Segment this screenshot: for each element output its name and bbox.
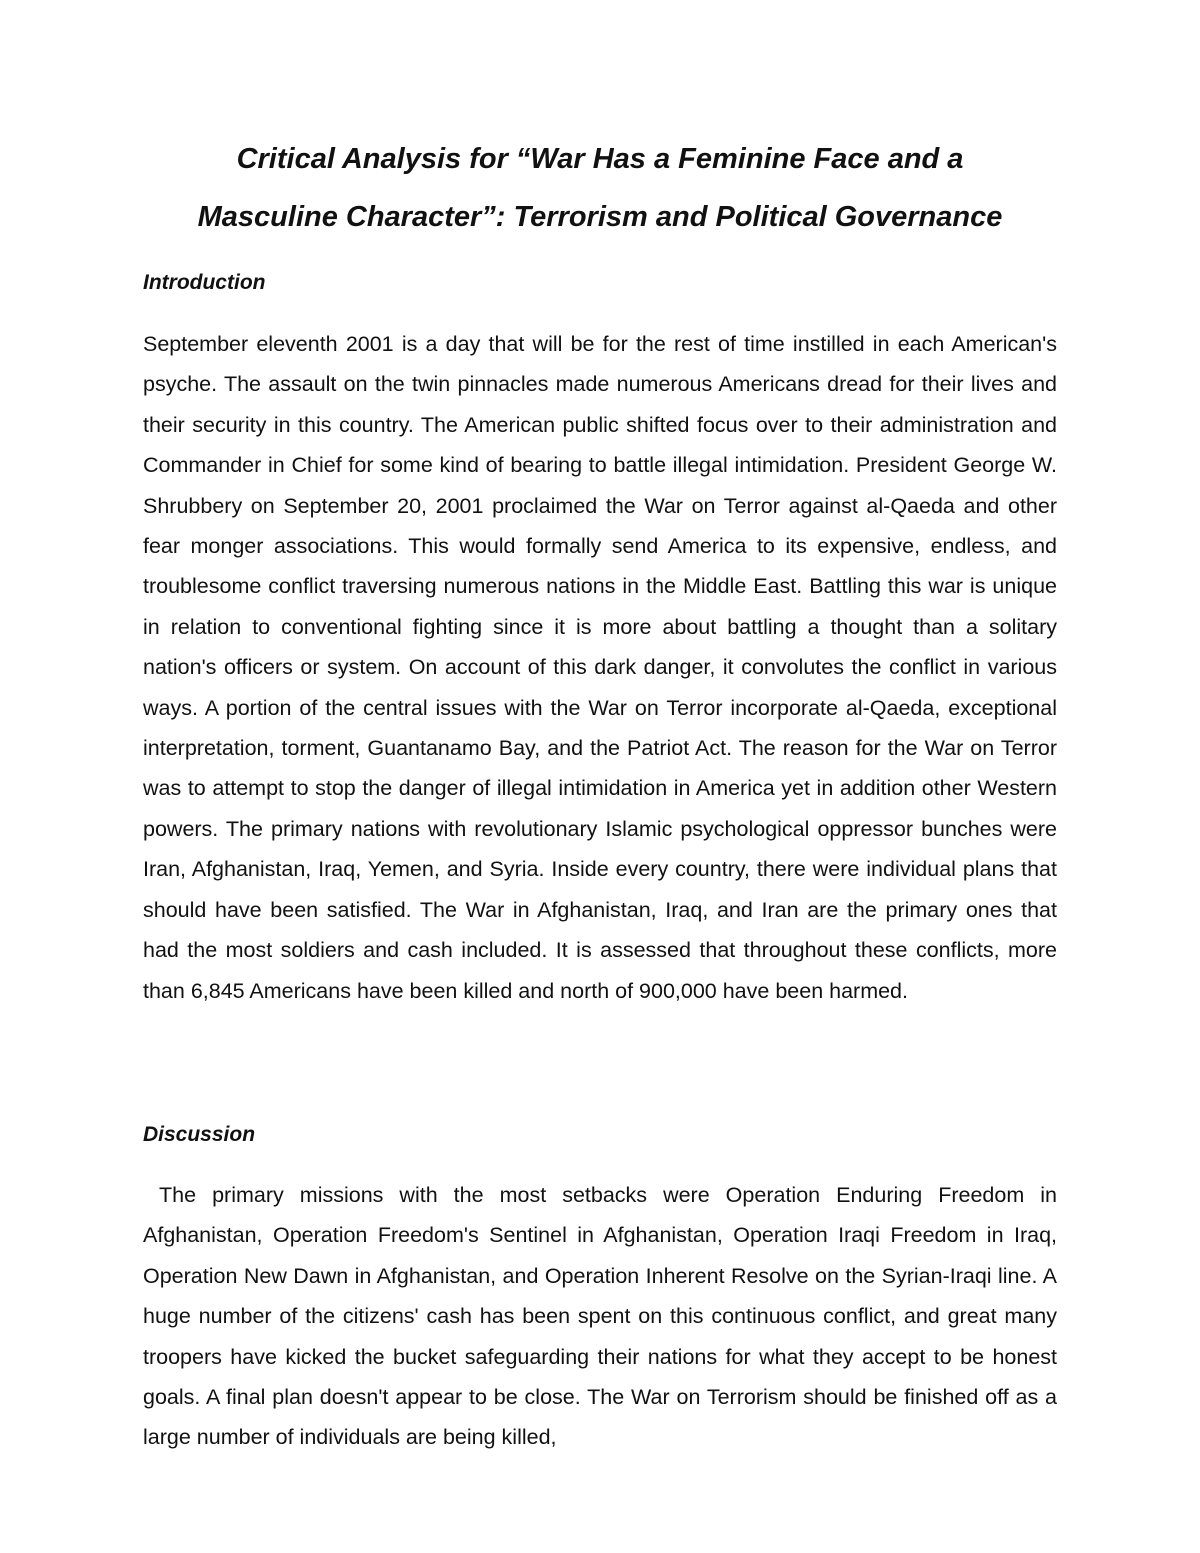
section-heading-introduction: Introduction bbox=[143, 271, 266, 294]
page-title bbox=[130, 130, 1070, 246]
section-heading-discussion: Discussion bbox=[143, 1123, 256, 1146]
section-body-introduction: September eleventh 2001 is a day that will be for the rest of time instilled in each American's psyche. The assault on the twin pinnacles made numerous Americans dread for their lives and their security in this country. The American public shifted focus over to their administration and Commander in Chief for some kind of bearing to battle illegal intimidation. President George W. Shrubbery on September 20, 2001 proclaimed the War on Terror against al-Qaeda and other fear monger associations. This would formally send America to its expensive, endless, and troublesome conflict traversing numerous nations in the Middle East. Battling this war is unique in relation to conventional fighting since it is more about battling a thought than a solitary nation's officers or system. On account of this dark danger, it convolutes the conflict in various ways. A portion of the central issues with the War on Terror incorporate al-Qaeda, exceptional interpretation, torment, Guantanamo Bay, and the Patriot Act. The reason for the War on Terror was to attempt to stop the danger of illegal intimidation in America yet in addition other Western powers. The primary nations with revolutionary Islamic psychological oppressor bunches were Iran, Afghanistan, Iraq, Yemen, and Syria. Inside every country, there were individual plans that should have been satisfied. The War in Afghanistan, Iraq, and Iran are the primary ones that had the most soldiers and cash included. It is assessed that throughout these conflicts, more than 6,845 Americans have been killed and north of 900,000 have been harmed. bbox=[143, 332, 1057, 1003]
title-line-2: Masculine Character”: Terrorism and Political Governance bbox=[197, 201, 1003, 233]
section-body-discussion: The primary missions with the most setbacks were Operation Enduring Freedom in Afghanistan, Operation Freedom's Sentinel in Afghanistan, Operation Iraqi Freedom in Iraq, Operation New Dawn in Afghanistan, and Operation Inherent Resolve on the Syrian-Iraqi line. A huge number of the citizens' cash has been spent on this continuous conflict, and great many troopers have kicked the bucket safeguarding their nations for what they accept to be honest goals. A final plan doesn't appear to be close. The War on Terrorism should be finished off as a large number of individuals are being killed, bbox=[143, 1183, 1057, 1450]
title-line-1: Critical Analysis for “War Has a Feminine Face and a bbox=[236, 143, 964, 175]
